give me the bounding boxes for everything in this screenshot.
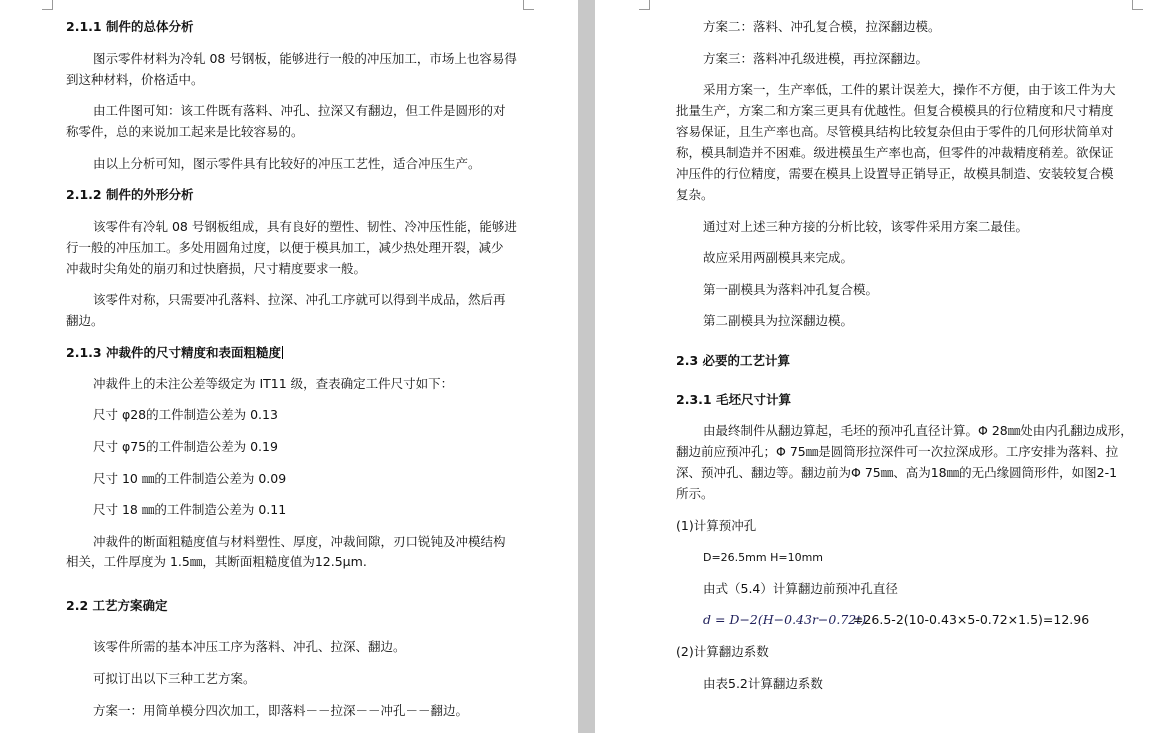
page-corner-mark: [1132, 0, 1143, 10]
text-line: 图示零件材料为冷轧 08 号钢板，能够进行一般的冲压加工，市场上也容易得: [93, 51, 517, 66]
text-line: 尺寸 φ75的工件制造公差为 0.19: [93, 439, 278, 454]
text-line: 冲裁时尖角处的崩刃和过快磨损，尺寸精度要求一般。: [66, 261, 367, 276]
text-line: 尺寸 10 ㎜的工件制造公差为 0.09: [93, 471, 287, 486]
text-line: 批量生产，方案二和方案三更具有优越性。但复合模模具的行位精度和尺寸精度: [676, 103, 1114, 118]
section-heading: 2.1.3 冲裁件的尺寸精度和表面粗糙度: [66, 345, 281, 360]
section-heading: 2.1.2 制件的外形分析: [66, 187, 194, 202]
text-line: 尺寸 18 ㎜的工件制造公差为 0.11: [93, 502, 287, 517]
text-line: 该零件对称，只需要冲孔落料、拉深、冲孔工序就可以得到半成品，然后再: [93, 292, 506, 307]
text-line: 第二副模具为拉深翻边模。: [703, 313, 854, 328]
text-line: 翻边前应预冲孔；Φ 75㎜是圆筒形拉深件可一次拉深成形。工序安排为落料、拉: [676, 444, 1119, 459]
text-line: 所示。: [676, 486, 714, 501]
text-line: 称零件，总的来说加工起来是比较容易的。: [66, 124, 304, 139]
text-line: 方案二：落料、冲孔复合模，拉深翻边模。: [703, 19, 941, 34]
text-line: 复杂。: [676, 187, 714, 202]
section-heading: 2.3.1 毛坯尺寸计算: [676, 392, 791, 407]
text-line: 方案一：用简单模分四次加工，即落料－－拉深－－冲孔－－翻边。: [93, 703, 469, 718]
text-line: 尺寸 φ28的工件制造公差为 0.13: [93, 407, 278, 422]
text-line: 冲裁件上的未注公差等级定为 IT11 级，查表确定工件尺寸如下：: [93, 376, 454, 391]
text-line: (2)计算翻边系数: [676, 644, 769, 659]
text-line: (1)计算预冲孔: [676, 518, 757, 533]
section-heading: 2.1.1 制件的总体分析: [66, 19, 194, 34]
text-line: 相关，工件厚度为 1.5㎜，其断面粗糙度值为12.5μm.: [66, 554, 367, 569]
text-line: 容易保证，且生产率也高。尽管模具结构比较复杂但由于零件的几何形状简单对: [676, 124, 1114, 139]
text-line: 通过对上述三种方接的分析比较，该零件采用方案二最佳。: [703, 219, 1029, 234]
page-corner-mark: [523, 0, 534, 10]
text-line: 称，模具制造并不困难。级进模虽生产率也高，但零件的冲裁精度稍差。欲保证: [676, 145, 1114, 160]
text-line: 到这种材料，价格适中。: [66, 72, 204, 87]
document-page-left: [0, 0, 578, 733]
text-line: 冲压件的行位精度，需要在模具上设置导正销导正，故模具制造、安装较复合模: [676, 166, 1114, 181]
page-gap: [578, 0, 595, 733]
text-cursor: [282, 346, 283, 359]
text-line: 由工件图可知：该工件既有落料、冲孔、拉深又有翻边，但工件是圆形的对: [93, 103, 506, 118]
text-line: 行一般的冲压加工。多处用圆角过度，以便于模具加工，减少热处理开裂，减少: [66, 240, 504, 255]
text-line: 采用方案一，生产率低，工件的累计误差大，操作不方便，由于该工件为大: [703, 82, 1116, 97]
text-line: 该零件有冷轧 08 号钢板组成，具有良好的塑性、韧性、冷冲压性能，能够进: [93, 219, 517, 234]
page-corner-mark: [42, 0, 53, 10]
document-page-right: [595, 0, 1158, 733]
text-line: 方案三：落料冲孔级进模，再拉深翻边。: [703, 51, 929, 66]
page-corner-mark: [639, 0, 650, 10]
text-line: 该零件所需的基本冲压工序为落料、冲孔、拉深、翻边。: [93, 639, 406, 654]
text-line: 第一副模具为落料冲孔复合模。: [703, 282, 879, 297]
text-line: 冲裁件的断面粗糙度值与材料塑性、厚度，冲裁间隙，刃口锐钝及冲模结构: [93, 534, 506, 549]
text-line: =26.5-2(10-0.43×5-0.72×1.5)=12.96: [853, 612, 1090, 627]
text-line: 由以上分析可知，图示零件具有比较好的冲压工艺性，适合冲压生产。: [93, 156, 481, 171]
text-line: 故应采用两副模具来完成。: [703, 250, 854, 265]
section-heading: 2.2 工艺方案确定: [66, 598, 168, 613]
text-line: 翻边。: [66, 313, 104, 328]
section-heading: 2.3 必要的工艺计算: [676, 353, 790, 368]
text-line: 由表5.2计算翻边系数: [703, 676, 823, 691]
formula: d = D−2(H−0.43r−0.72t): [703, 612, 867, 627]
text-line: 由式（5.4）计算翻边前预冲孔直径: [703, 581, 898, 596]
text-line: 由最终制件从翻边算起，毛坯的预冲孔直径计算。Φ 28㎜处由内孔翻边成形，: [703, 423, 1133, 438]
text-line: 可拟订出以下三种工艺方案。: [93, 671, 256, 686]
text-line: D=26.5mm H=10mm: [703, 551, 824, 564]
text-line: 深、预冲孔、翻边等。翻边前为Φ 75㎜、高为18㎜的无凸缘圆筒形件，如图2-1: [676, 465, 1118, 480]
